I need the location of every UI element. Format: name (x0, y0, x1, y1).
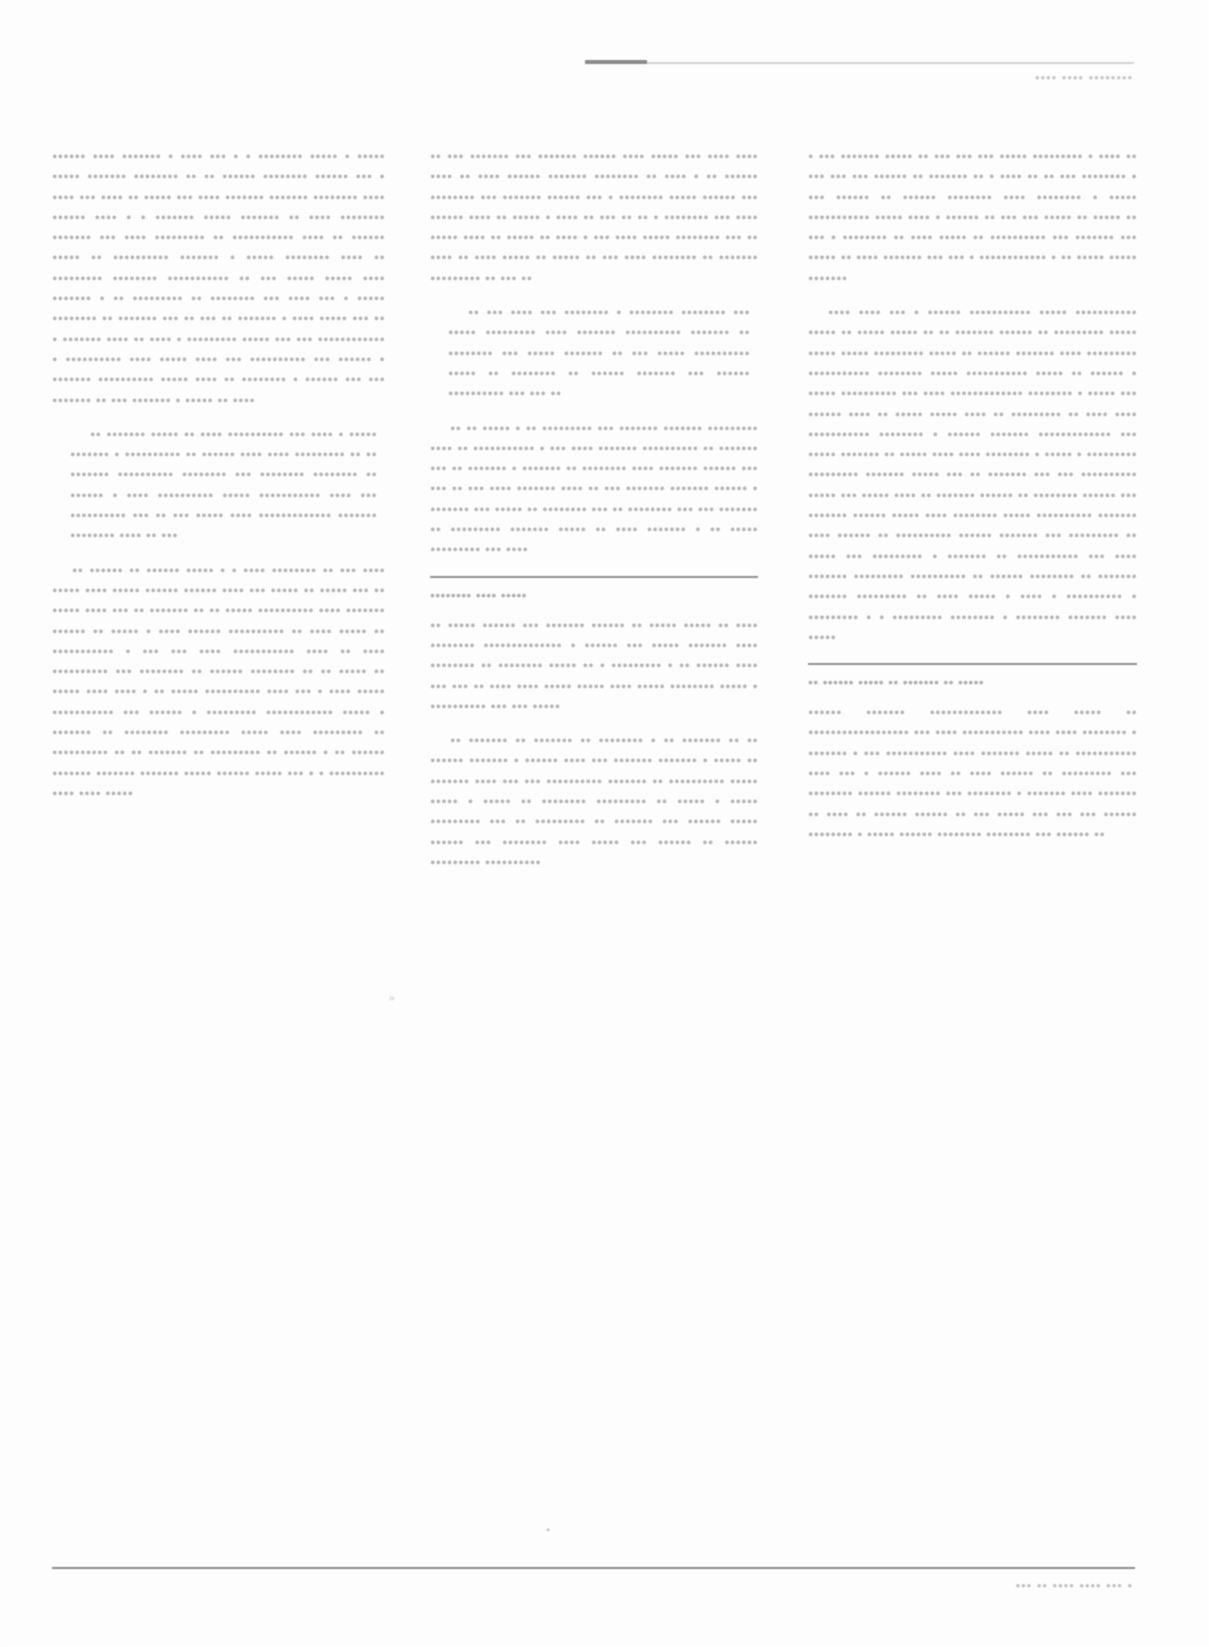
footer-rule (52, 1567, 1135, 1569)
section-heading: •••••••• •••• ••••• (430, 586, 527, 603)
footer-text: ••• •• •••• •••• ••• • (1015, 1578, 1133, 1593)
text-column-1 (52, 148, 385, 819)
paragraph: • ••• ••••••• ••••• •• ••• ••• ••• ••••• ••••••••• • •••• •• ••• ••• ••• •••••• •• ••••••• •• • •••• •• •• ••• •••••••• • ••• •••••• •• •••••• •••••••• •••• •••••••• • ••••• ••••••••••• ••••• •••• • •••••• •• ••• ••• ••••• •• ••••• •• ••• • •••••••• •• •••• ••••• •• •••••••••• ••• ••••••• ••• ••••• •• •••• ••••••• ••• ••• • •••••••••••• • •• ••••• ••••• ••••••• (808, 149, 1137, 288)
section-rule (430, 576, 758, 578)
bottom-dot-mark: • (546, 1523, 551, 1537)
running-head: •••• •••• •••••••• (1034, 70, 1133, 85)
text-column-3 (808, 148, 1137, 860)
paragraph: •••• •••• ••• • •••••• ••••••••••• ••••• ••••••••••• ••••• •• ••••• ••••• •• •• ••••••• •••••• •• ••••••••• ••••• ••••• ••••• ••••••••• ••••• •• •••••• ••••••• •••• ••••••••• ••••••••••• •••••••• ••••• ••••••••••• ••••• •• •••••• • ••••• •••••••••• ••• •••• ••••••••••••• •••••••• • ••••• ••• •••••• •••• •• ••••• ••••• •••• •• ••••••••• •• •••• •••• ••••••••••• •••••••• • •••••• ••••••• ••••••••••••• ••• ••••• ••••••• •• ••••• •••• •••• •••••••• • ••••• • ••••••••• ••••••••• ••••••• ••••• ••• •• ••••••• ••• ••• •••••••••• ••••• ••• ••••• •••• •• ••••••• •••••• •• •••••••• •••••• ••• ••••••• •••••• ••••• •••• •••••••• ••••• •••••••••• ••••••• •••• •••••• •• •••••••••• •••••• ••••••• ••• ••••••••• •• ••••• ••• ••••••••• • ••••••• •• ••••••••••• ••• •••• ••••••• ••••••••• •••••••••• •• •••••• •••••••• •• ••••••• ••••••• ••••••••• •• •••• ••••• • •••• • •••••••••• • ••••••••• • • ••••••••• •••••••• • •••••••• ••••••• •••• ••••• (808, 305, 1137, 647)
paragraph: •••••• ••••••• ••••••••••••• •••• ••••• •• •••••••••••••••••• ••• •••• ••••••••••• •••• •••• •••••••• • ••••••• • ••• ••••••••••• •••• ••••••• ••••• •• ••••••••••• •••• ••• • •••••• •••• •• •••• •••••• •• ••••••••• ••• •••••••• •••••• •••••••• ••• •••••••• • ••••••• •••• ••••••• •• •••• •• •••••• •••••• •• ••• ••••• ••• ••• ••• •••••• •••••••• • ••••• •••••• •••••••• •••••••• ••• •••••• •• (808, 705, 1137, 844)
header-rule (585, 62, 1134, 64)
section-rule (808, 663, 1137, 665)
inset-paragraph: •• ••• •••• ••• •••••••• • •••••••• •••••••• ••• ••••• ••••••••• •••• ••••••• •••••••••• ••••••• •• •••••••• ••• ••••• ••••••• •• ••• ••••• •••••••••• ••••• •• •••••••• •• •••••• ••••••• ••• •••••• •••••••••• ••• ••• •• (448, 305, 750, 404)
margin-mark: » (389, 990, 395, 1004)
section-heading: •• •••••• ••••• •• ••••••• •• ••••• (808, 674, 984, 691)
paragraph: •• •• ••••• • •• ••••••••• ••• ••••••• ••••••• ••••••••• •••• •• ••••••••••• • ••• •••• ••••••• •••••••••• •• ••••••• ••• •• ••••••• • ••••••• •• •••••••• •••• ••••••• •••••• ••• ••• •• ••• •••• ••••••• •••• •• ••• ••••••• ••••••• •••••• • ••••••• ••• ••••• •• •••••••• ••• •• •••••••• ••• ••• ••••••• •• ••••••••• ••••••• ••••• •• •••• ••••••• • •• ••••• ••••••••• ••• •••• (430, 420, 758, 560)
paragraph: •• •••••• •• •••••• ••••• • • •••• •••••••• •• ••• •••• ••••• •••• ••••• •••••• •••••• •••• ••• ••••• •• ••••• ••• •• ••••• •••• ••• •• ••••••• •• •• ••••• •••••••••• •••• ••••••• •••••• •• ••••• • •••• •••••• •••••••••• •• •••• ••••• •• ••••••••••• • ••• ••• •••• ••••••••••• •••• •• •••• •••••••••• ••• •••••••• •• •••••• •••••••• •• •• ••••• •• ••••• •••• •••• • •• ••••• •••••••••• •••• ••• • •••• ••••• ••••••••••• ••• •••••• • ••••••••• •••••••••••• ••••• • ••••••• •• •••••••• ••••••••• ••••• •••• ••••••••• •• •••••••••• •• •• ••••••• •• ••••••••• •• •••••• • •• •••••• ••••••• ••••••• ••••••• ••••• •••••• ••••• ••• • • •••••••••• •••• •••• ••••• (52, 562, 385, 803)
inset-paragraph: •• ••••••• ••••• •• •••• •••••••••• ••• •••• • ••••• ••••••• • •••••••••• •• •••••• •••• •••• ••••••••• •• •• ••••••• •••••••••• •••••••• ••• •••••••• •••••••• •• •••••• • •••• •••••••••• ••••• ••••••••••• •••• ••• •••••••••• ••• •• ••• ••••• •••• ••••••••••••• ••••••• •••••••• •••• •• ••• (70, 426, 377, 546)
paragraph: •••••• •••• ••••••• • •••• ••• • • •••••••• ••••• • ••••• ••••• ••••••• •••••••• •• •• •••••• •••••••• •••••• ••• • •••• ••• •••• •• ••••• ••• •••• ••••••• ••••••• •••••••• •••• •••••• •••• • • ••••••• ••••• ••••••• •• •••• •••••••• ••••••• ••• •••• ••••••••• •• ••••••••••• •••• •• •••••• ••••• •• •••••••••• ••••••• • ••••• •••••••• •••• •• ••••••••• •••••••• ••••••••••• •• ••• ••••• ••••• •••• ••••••• • •• ••••••••• •• •••••••• ••• •••• ••• • ••••• •••••••• •• ••••••• ••• •• ••• •• ••••••• • •••• ••••• ••• •• • ••••••• •••• •• •••• • ••••••••• ••••• ••• ••• •••••••••••• • •••••••••• •••• ••••• •••• ••• •••••••••• ••• •••••• • ••••••• •••••••••• ••••• •••• •• •••••••• • •••••• ••• ••• ••••••• •• ••• ••••••• • ••••• •• •••• (52, 149, 385, 410)
paragraph: •• ••••••• •• ••••••• •• •••••••• • •• ••••••• •• •• •••••• ••••••• • •••••• •••• ••• ••••••• ••••••• • ••••• •• ••••••• •••• ••• ••• •••••••••• ••••••• •• •••••••••• ••••• ••••• • ••••• •• •••••••• ••••••••• •• ••••• • ••••• ••••••••• ••• •• ••••••••• •• ••••••• ••• •••••• ••••• •••••• ••• •••••••• •••• ••••• ••• •••••• •• •••••• ••••••••• •••••••••• (430, 733, 758, 872)
header-rule-accent (585, 60, 647, 64)
paragraph: •• ••• ••••••• ••• ••••••• •••••• •••• ••••• ••• •••• •••• •••• •• •••• •••••• ••••••• •••••••• •• •••• • •• •••••• •••••••• ••• ••••••• •••••• ••• • •••••••• ••••• •••••• ••• •••••• •••• •• ••••• • •••• •• ••• •• •• • •••••••• ••• •••• ••••• •••• •• ••••• •• •••• • ••• •••• ••••• •••••••• ••• •• •••• •• •••• ••••• •• ••••• •• ••• •••• •••••••• •• ••••••• ••••••••• •• ••• •• (430, 149, 758, 288)
paragraph: •• ••••• •••••• ••• ••••••• •••••• •• ••••• ••••• •• •••• •••••••• •••••••••••••• • •••••• ••• ••••• ••••••• •••• •••••••• •• •••••••• ••••• •• • ••••••••• • •• •••••• •••• ••• ••• •• •••• •••• ••••• ••••• •••• ••••• •••••••• ••••• • •••••••••• ••• ••• ••••• (430, 617, 758, 716)
text-column-2 (430, 148, 758, 888)
